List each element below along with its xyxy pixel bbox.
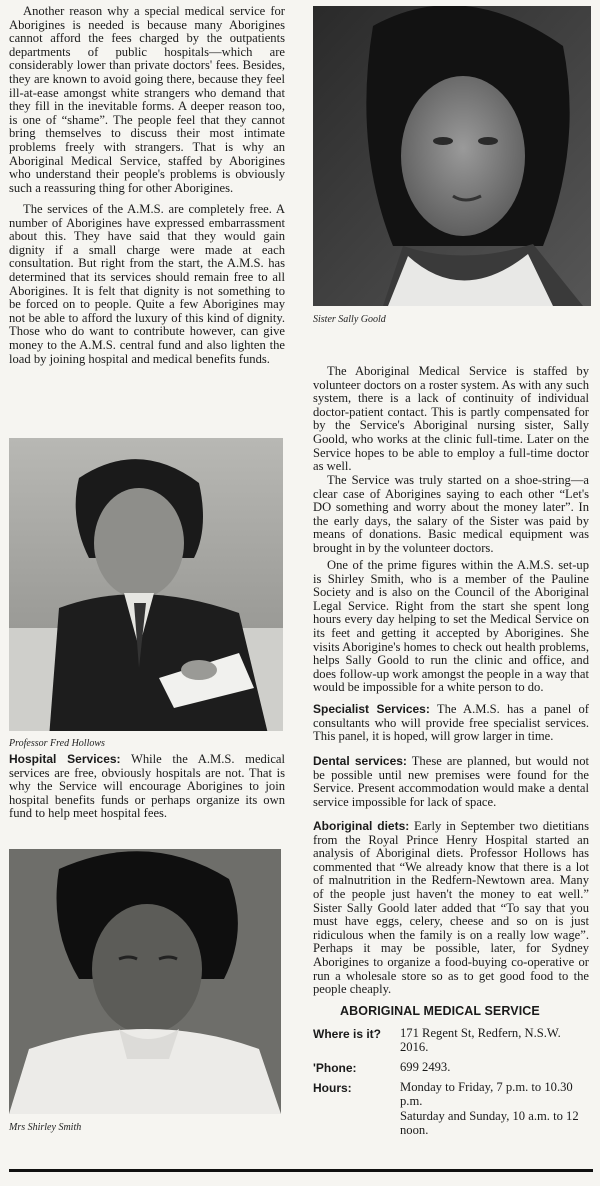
hospital-services-heading: Hospital Services: <box>9 752 121 766</box>
right-paragraph-1: The Aboriginal Medical Service is staffed by volunteer doctors on a roster system. As with any such system, there is a lack of continuity of individual doctor-patient contact. This is partly compensated for by the Service's Aboriginal nursing sister, Sally Goold, who works at the clinic full-time. Later on the Service hopes to be able to employ a full-time doctor as well. <box>313 364 589 474</box>
right-paragraph-2: The Service was truly started on a shoe-string—a clear case of Aborigines saying to each other “Let's DO something and worry about the money later”. In the early days, the salary of the Sister was paid by means of donations. Basic medical equipment was brought in by the volunteer doctors. <box>313 473 589 555</box>
bottom-rule <box>9 1169 593 1172</box>
hours-label: Hours: <box>313 1081 352 1095</box>
specialist-services-text: The A.M.S. has a panel of consultants who will provide free specialist services. This panel, it is hoped, will grow larger in time. <box>313 702 589 744</box>
photo-sally-goold <box>313 6 591 306</box>
where-value: 171 Regent St, Redfern, N.S.W. 2016. <box>400 1026 561 1054</box>
photo-fred-hollows <box>9 438 283 731</box>
dental-services-text: These are planned, but would not be possible until new premises were found for the Service. Present accommodation would make a dental service impossible for lack of space. <box>313 754 589 809</box>
hospital-services-paragraph <box>9 753 285 821</box>
aboriginal-diets-text: Early in September two dietitians from the Royal Prince Henry Hospital started an analysis of Aboriginal diets. Professor Hollows has commented that “We already know that there is a lot of malnutrition in the Redfern-Newtown area. Many of the people just haven't the money to eat well.” Sister Sally Goold later added that “To say that you must have eggs, celery, cheese and so on is just ridiculous when the family is on a really low wage”. Perhaps it may be possible, later, for Sydney Aborigines to organize a food-buying co-operative or run a wholesale store so as to get good food to the people cheaply. <box>313 819 590 997</box>
aboriginal-diets-paragraph <box>313 820 589 997</box>
aboriginal-diets-heading: Aboriginal diets: <box>313 819 410 833</box>
specialist-services-heading: Specialist Services: <box>313 702 430 716</box>
left-paragraph-1: Another reason why a special medical service for Aborigines is needed is because many Aborigines cannot afford the fees charged by the outpatients departments of public hospitals—which are considerably lower than private doctors' fees. Besides, they are known to avoid going there, because they feel ill-at-ease amongst white strangers who demand that they fill in the inevitable forms. A deeper reason too, is one of “shame”. The people feel that they cannot bring themselves to discuss their most intimate problems freely with strangers. That is why an Aboriginal Medical Service, staffed by Aborigines who understand their people's problems is obviously such a reassuring thing for other Aborigines. <box>9 4 285 195</box>
where-label: Where is it? <box>313 1027 382 1041</box>
caption-sally-goold: Sister Sally Goold <box>313 314 386 325</box>
specialist-services-paragraph <box>313 703 589 744</box>
dental-services-paragraph <box>313 755 589 809</box>
photo-shirley-smith <box>9 849 281 1114</box>
hours-value-weekend: Saturday and Sunday, 10 a.m. to 12 noon. <box>400 1109 579 1137</box>
hours-value-weekday: Monday to Friday, 7 p.m. to 10.30 p.m. <box>400 1080 573 1108</box>
right-paragraph-3: One of the prime figures within the A.M.S. set-up is Shirley Smith, who is a member of the Pauline Society and is also on the Council of the Aboriginal Legal Service. Right from the start she spent long hours every day helping to set the Medical Service on its feet and getting it accepted by Aborigines. She visits Aborigine's homes to check out health problems, helps Sally Goold to run the clinic and office, and does follow-up work amongst the people in a way that would be impossible for a white person to do. <box>313 558 589 695</box>
info-box-title: ABORIGINAL MEDICAL SERVICE <box>340 1004 540 1018</box>
dental-services-heading: Dental services: <box>313 754 407 768</box>
hospital-services-text: While the A.M.S. medical services are free, obviously hospitals are not. That is why the Service will encourage Aborigines to join hospital benefits funds or perhaps organize its own fund to help meet hospital fees. <box>9 752 286 821</box>
caption-shirley-smith: Mrs Shirley Smith <box>9 1122 82 1133</box>
caption-fred-hollows: Professor Fred Hollows <box>9 738 105 749</box>
phone-value: 699 2493. <box>400 1060 451 1074</box>
phone-label: 'Phone: <box>313 1061 357 1075</box>
left-paragraph-2: The services of the A.M.S. are completely free. A number of Aborigines have expressed embarrassment about this. They have said that they would gain dignity if a small charge were made at each consultation. But right from the start, the A.M.S. has determined that its services should remain free to all Aborigines. It is felt that dignity is not something to be forced on to people. Quite a few Aborigines may not be able to afford the luxury of this kind of dignity. Those who do want to contribute however, can give money to the A.M.S. central fund and also lighten the load by joining hospital and medical benefits funds. <box>9 202 285 366</box>
